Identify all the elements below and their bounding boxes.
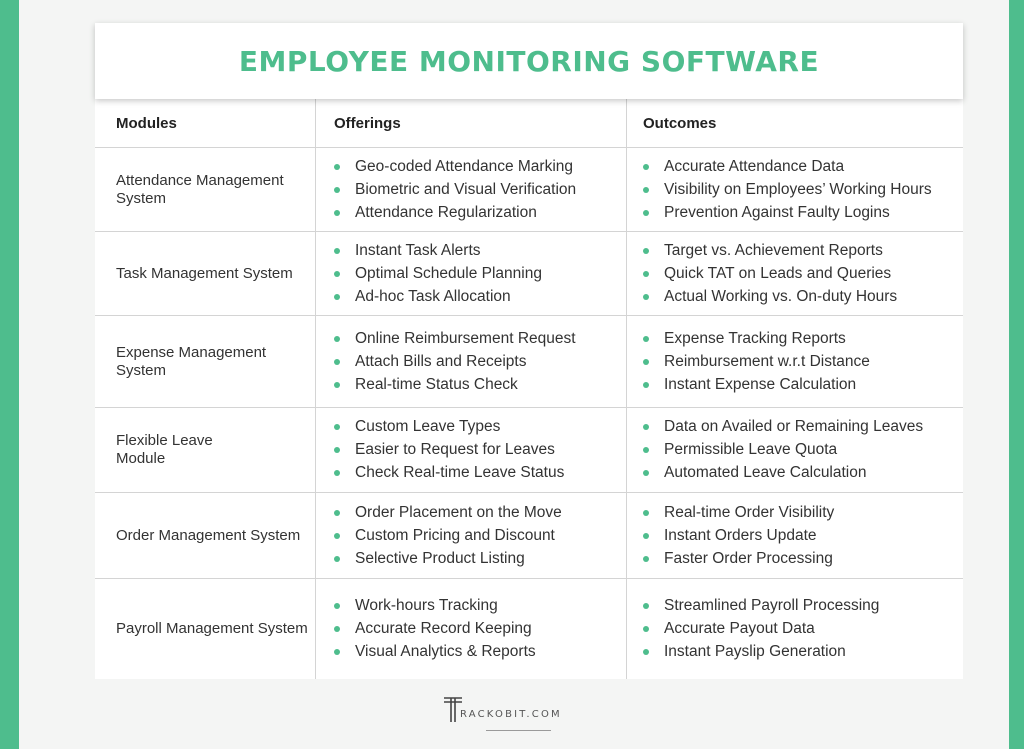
bullet-icon [643,271,649,277]
offering-item [334,201,626,224]
offering-text: Custom Leave Types [355,418,501,435]
offering-text: Online Reimbursement Request [355,329,576,347]
offering-item [334,350,626,373]
outcome-text: Reimbursement w.r.t Distance [664,352,870,370]
offering-text: Selective Product Listing [355,549,525,567]
bullet-icon [643,626,649,632]
module-name: Task Management System [116,264,293,282]
bullet-icon [643,336,649,342]
offering-item [334,618,626,641]
offerings-cell [316,493,627,578]
outcomes-cell [627,148,963,231]
outcome-text: Accurate Payout Data [664,620,815,637]
outcome-item [643,641,963,664]
module-name: Attendance Management System [116,171,284,207]
outcome-item [643,178,963,201]
offering-item [334,462,626,485]
outcome-item [643,350,963,373]
offering-text: Easier to Request for Leaves [355,441,555,458]
offering-text: Visual Analytics & Reports [355,643,536,660]
outcome-item [643,262,963,285]
outcome-text: Streamlined Payroll Processing [664,597,880,614]
offering-text: Accurate Record Keeping [355,620,532,637]
offerings-cell [316,232,627,315]
outcome-text: Prevention Against Faulty Logins [664,203,890,221]
module-name: Payroll Management System [116,620,308,637]
offering-text: Attendance Regularization [355,203,537,221]
module-cell [95,493,316,578]
header-cell-offerings [316,99,627,147]
outcomes-cell [627,493,963,578]
bullet-icon [334,210,340,216]
outcome-item [643,595,963,618]
bullet-icon [334,164,340,170]
outcome-item [643,327,963,350]
bullet-icon [643,649,649,655]
outcome-text: Expense Tracking Reports [664,329,846,347]
module-cell [95,232,316,315]
bullet-icon [643,359,649,365]
outcome-item [643,239,963,262]
outcome-text: Instant Orders Update [664,526,817,544]
page-title: EMPLOYEE MONITORING SOFTWARE [238,44,820,78]
page-background [19,0,1009,749]
module-name: Expense Management System [116,343,267,379]
outcome-text: Automated Leave Calculation [664,464,867,481]
offering-item [334,262,626,285]
bullet-icon [334,424,340,430]
header-outcomes: Outcomes [643,114,717,132]
outcome-item [643,501,963,524]
bullet-icon [334,510,340,516]
offering-item [334,439,626,462]
outcome-item [643,416,963,439]
table-row [95,232,963,316]
module-cell [95,579,316,679]
outcome-item [643,201,963,224]
bullet-icon [643,510,649,516]
bullet-icon [643,382,649,388]
footer-divider [486,730,551,731]
bullet-icon [643,533,649,539]
module-cell [95,408,316,492]
header-offerings: Offerings [334,114,401,132]
bullet-icon [643,248,649,254]
offering-item [334,178,626,201]
outcome-text: Visibility on Employees’ Working Hours [664,180,932,198]
header-cell-outcomes [627,99,963,147]
outcomes-cell [627,316,963,407]
offering-item [334,524,626,547]
brand-name: RACKOBIT.COM [460,709,562,720]
outcome-text: Instant Payslip Generation [664,643,846,660]
bullet-icon [334,603,340,609]
offering-item [334,416,626,439]
bullet-icon [643,187,649,193]
outcomes-cell [627,232,963,315]
offering-text: Geo-coded Attendance Marking [355,157,573,175]
bullet-icon [334,294,340,300]
bullet-icon [334,336,340,342]
offering-item [334,155,626,178]
bullet-icon [643,424,649,430]
offering-item [334,239,626,262]
offering-item [334,373,626,396]
outcome-text: Faster Order Processing [664,549,833,567]
bullet-icon [643,603,649,609]
outcome-item [643,285,963,308]
bullet-icon [334,271,340,277]
modules-table [95,99,963,679]
offering-text: Ad-hoc Task Allocation [355,287,511,305]
offerings-cell [316,579,627,679]
bullet-icon [643,210,649,216]
bullet-icon [643,556,649,562]
offering-item [334,641,626,664]
outcome-item [643,547,963,570]
bullet-icon [334,248,340,254]
bullet-icon [334,649,340,655]
table-row [95,408,963,493]
offering-text: Work-hours Tracking [355,597,498,614]
table-row [95,148,963,232]
outcome-item [643,524,963,547]
offering-text: Real-time Status Check [355,375,518,393]
bullet-icon [334,556,340,562]
outcome-text: Actual Working vs. On-duty Hours [664,287,898,305]
outcome-item [643,462,963,485]
outcome-text: Accurate Attendance Data [664,157,845,175]
table-row [95,316,963,408]
offering-text: Attach Bills and Receipts [355,352,527,370]
table-row [95,579,963,679]
module-cell [95,316,316,407]
module-name: Flexible Leave Module [116,432,213,467]
outcomes-cell [627,579,963,679]
bullet-icon [643,470,649,476]
offering-text: Order Placement on the Move [355,503,562,521]
offering-text: Biometric and Visual Verification [355,180,577,198]
bullet-icon [643,294,649,300]
offering-text: Optimal Schedule Planning [355,264,542,282]
offering-text: Check Real-time Leave Status [355,464,565,481]
outcome-text: Permissible Leave Quota [664,441,838,458]
table-row [95,493,963,579]
outcome-text: Quick TAT on Leads and Queries [664,264,892,282]
module-name: Order Management System [116,526,301,544]
outcomes-cell [627,408,963,492]
outcome-text: Instant Expense Calculation [664,375,857,393]
bullet-icon [334,359,340,365]
offering-text: Instant Task Alerts [355,241,481,259]
outcome-item [643,439,963,462]
offering-item [334,327,626,350]
outcome-item [643,373,963,396]
comparison-card [95,23,963,679]
bullet-icon [334,470,340,476]
bullet-icon [334,447,340,453]
module-cell [95,148,316,231]
bullet-icon [643,164,649,170]
outcome-text: Real-time Order Visibility [664,503,835,521]
outcome-text: Data on Availed or Remaining Leaves [664,418,924,435]
brand-footer [443,695,588,735]
offering-item [334,547,626,570]
bullet-icon [334,533,340,539]
offerings-cell [316,316,627,407]
bullet-icon [334,626,340,632]
bullet-icon [334,187,340,193]
table-header-row [95,99,963,148]
title-bar [95,23,963,99]
header-modules: Modules [116,114,177,132]
outcome-item [643,155,963,178]
offering-item [334,595,626,618]
offerings-cell [316,408,627,492]
offering-text: Custom Pricing and Discount [355,526,555,544]
bullet-icon [334,382,340,388]
outcome-text: Target vs. Achievement Reports [664,241,883,259]
bullet-icon [643,447,649,453]
offering-item [334,501,626,524]
offerings-cell [316,148,627,231]
header-cell-modules [95,99,316,147]
offering-item [334,285,626,308]
outcome-item [643,618,963,641]
